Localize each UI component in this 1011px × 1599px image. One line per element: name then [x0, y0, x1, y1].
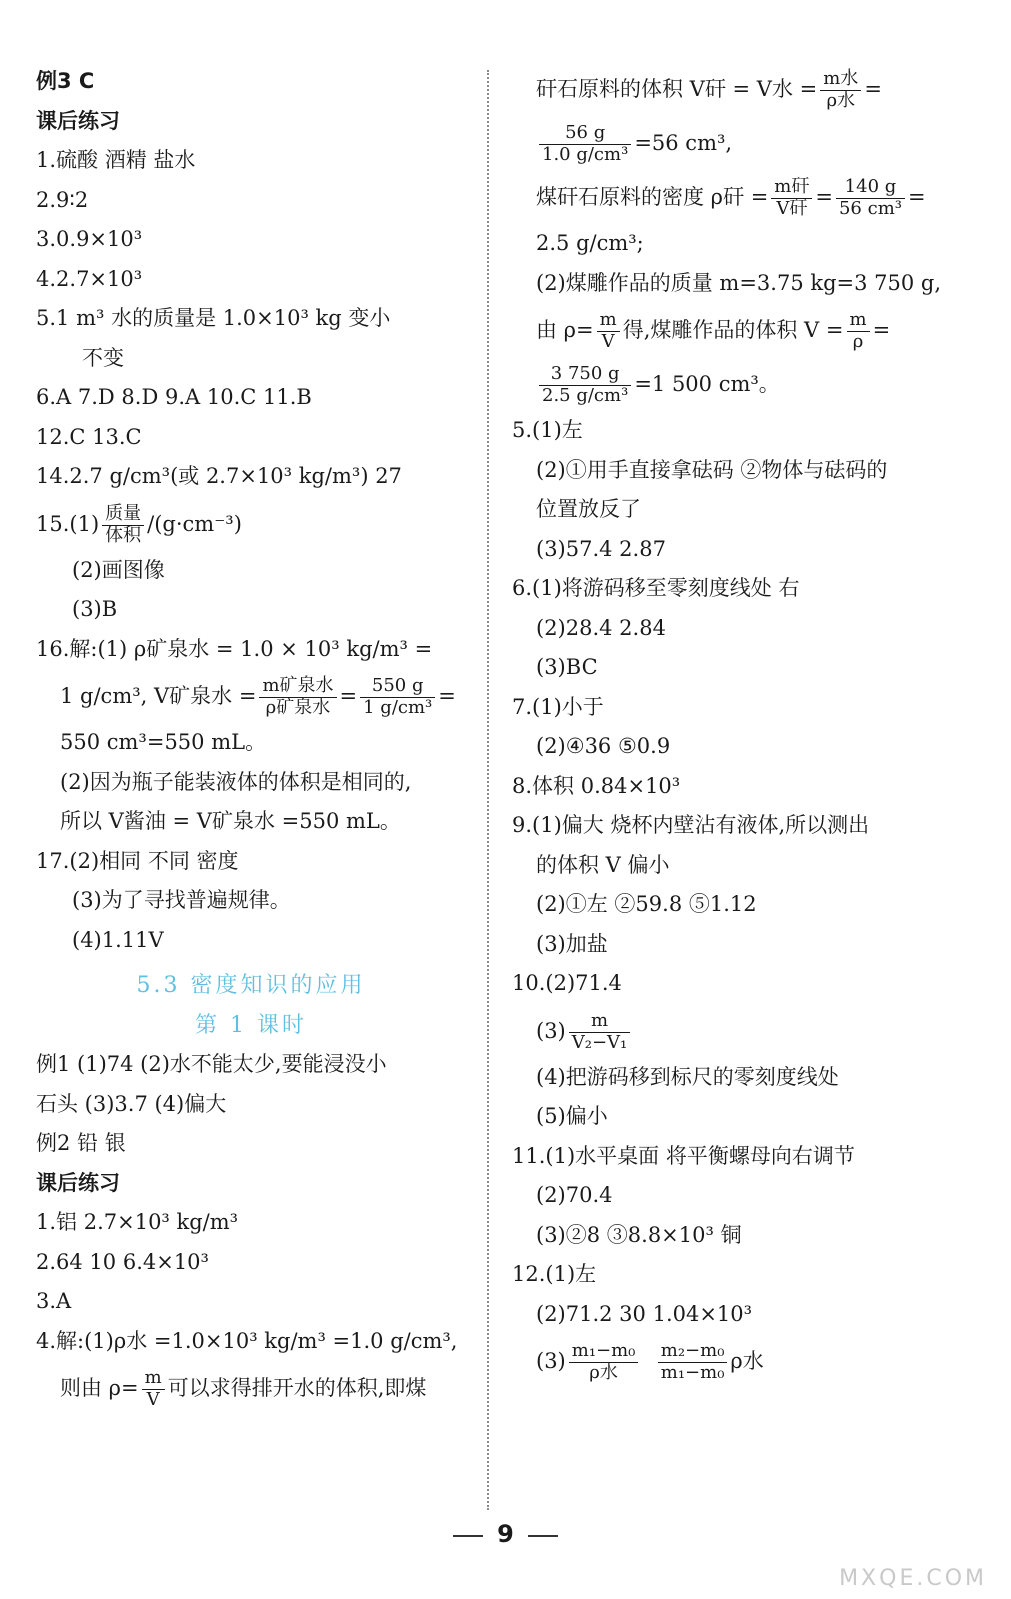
answer-17-3: (3)为了寻找普遍规律。 — [72, 888, 291, 912]
answer-16-c: 550 cm³=550 mL。 — [60, 730, 267, 754]
answer-15-2: (2)画图像 — [72, 557, 165, 582]
q9-1: 9.(1)偏大 烧杯内壁沾有液体,所以测出 — [512, 813, 870, 837]
column-divider — [487, 70, 489, 1510]
answer-16-b: 1 g/cm³, V矿泉水 = $\frac{\text{m矿泉水}}{\text{ρ矿泉水}}$ = $\frac{550 g}{\text{1 g/cm³}}$ = — [60, 675, 456, 718]
right-column — [512, 62, 962, 1388]
q10-4: (4)把游码移到标尺的零刻度线处 — [536, 1064, 839, 1089]
q10-2: 10.(2)71.4 — [512, 971, 622, 995]
q6-3: (3)BC — [536, 655, 598, 679]
q6-1: 6.(1)将游码移至零刻度线处 右 — [512, 576, 800, 600]
r-line-3: 煤矸石原料的密度 ρ矸 = $\frac{\text{m矸}}{\text{V矸}}$ = $\frac{140 g}{\text{56 cm³}}$ = — [536, 176, 926, 219]
q12-1: 12.(1)左 — [512, 1262, 597, 1286]
r-line-1: 矸石原料的体积 V矸 = V水 = $\frac{\text{m水}}{\text{ρ水}}$ = — [536, 68, 882, 111]
example-1-cont: 石头 (3)3.7 (4)偏大 — [36, 1091, 227, 1116]
watermark: MXQE.COM — [839, 1566, 987, 1591]
q6-2: (2)28.4 2.84 — [536, 615, 666, 640]
q9-3: (3)加盐 — [536, 931, 608, 956]
q5-2-cont: 位置放反了 — [536, 497, 641, 521]
hw-answer-3: 3.A — [36, 1289, 72, 1313]
answer-17-4: (4)1.11V — [72, 927, 164, 952]
example-1: 例1 (1)74 (2)水不能太少,要能浸没小 — [36, 1052, 387, 1076]
answer-4: 4.2.7×10³ — [36, 266, 143, 291]
answer-16-d: (2)因为瓶子能装液体的体积是相同的, — [60, 769, 412, 794]
page-number: 9 — [497, 1520, 514, 1548]
example-2: 例2 铅 银 — [36, 1131, 126, 1155]
q5-1: 5.(1)左 — [512, 418, 583, 442]
answer-5-cont: 不变 — [82, 345, 124, 370]
page-footer — [0, 1520, 1011, 1548]
homework-title-2: 课后练习 — [36, 1170, 120, 1195]
answer-5: 5.1 m³ 水的质量是 1.0×10³ kg 变小 — [36, 306, 391, 330]
r-line-7: $\frac{3 750 g}{\text{2.5 g/cm³}}$ =1 500 cm³。 — [512, 357, 962, 411]
answer-14: 14.2.7 g/cm³(或 2.7×10³ kg/m³) 27 — [36, 464, 402, 488]
hw-answer-4: 4.解:(1)ρ水 =1.0×10³ kg/m³ =1.0 g/cm³, — [36, 1328, 458, 1353]
lesson-title: 第 1 课时 — [195, 1012, 307, 1038]
q9-1-cont: 的体积 V 偏小 — [536, 852, 670, 877]
r-line-6: 由 ρ= $\frac{m}{V}$ 得,煤雕作品的体积 V = $\frac{m}{\rho}$ = — [536, 309, 891, 352]
example-3: 例3 C — [36, 69, 95, 93]
answer-3: 3.0.9×10³ — [36, 227, 143, 251]
q11-3: (3)②8 ③8.8×10³ 铜 — [536, 1222, 742, 1247]
r-line-4: 2.5 g/cm³; — [536, 231, 644, 255]
answer-2: 2.9∶2 — [36, 187, 89, 212]
q11-2: (2)70.4 — [536, 1183, 613, 1207]
q10-3: (3) $\frac{m}{\text{V₂−V₁}}$ — [512, 1004, 962, 1058]
footer-dash-left — [453, 1535, 483, 1537]
hw-answer-2: 2.64 10 6.4×10³ — [36, 1249, 209, 1274]
answer-16-a: 16.解:(1) ρ矿泉水 = 1.0 × 10³ kg/m³ = — [36, 636, 433, 661]
q12-2: (2)71.2 30 1.04×10³ — [536, 1301, 753, 1326]
q5-3: (3)57.4 2.87 — [536, 536, 666, 561]
r-line-2: $\frac{56 g}{\text{1.0 g/cm³}}$ =56 cm³, — [512, 116, 962, 170]
hw-answer-4-cont: 则由 ρ= $\frac{m}{V}$ 可以求得排开水的体积,即煤 — [60, 1367, 427, 1410]
answer-17-2: 17.(2)相同 不同 密度 — [36, 848, 239, 873]
q10-5: (5)偏小 — [536, 1104, 608, 1128]
answer-15-1: 15.(1) $\frac{\text{质量}}{\text{体积}}$ /(g·cm⁻³) — [36, 502, 242, 546]
q7-1: 7.(1)小于 — [512, 694, 604, 719]
section-title: 5.3 密度知识的应用 — [136, 973, 366, 998]
q11-1: 11.(1)水平桌面 将平衡螺母向右调节 — [512, 1143, 855, 1168]
mass-volume-fraction: $\frac{\text{质量}}{\text{体积}}$ — [102, 505, 144, 546]
answer-15-3: (3)B — [72, 597, 118, 621]
left-column — [36, 62, 466, 1415]
footer-dash-right — [528, 1535, 558, 1537]
q9-2: (2)①左 ②59.8 ⑤1.12 — [536, 892, 757, 916]
hw-answer-1: 1.铝 2.7×10³ kg/m³ — [36, 1210, 239, 1234]
answer-16-e: 所以 V酱油 = V矿泉水 =550 mL。 — [60, 809, 401, 833]
answer-1: 1.硫酸 酒精 盐水 — [36, 148, 196, 172]
answer-6-11: 6.A 7.D 8.D 9.A 10.C 11.B — [36, 385, 312, 409]
answer-12-13: 12.C 13.C — [36, 424, 142, 449]
q8: 8.体积 0.84×10³ — [512, 773, 681, 798]
q12-3: (3) $\frac{\text{m₁−m₀}}{\text{ρ水}}$ $\frac{\text{m₂−m₀}}{\text{m₁−m₀}}$ ρ水 — [536, 1340, 764, 1383]
q7-2: (2)④36 ⑤0.9 — [536, 734, 671, 758]
q5-2: (2)①用手直接拿砝码 ②物体与砝码的 — [536, 457, 888, 482]
r-line-5: (2)煤雕作品的质量 m=3.75 kg=3 750 g, — [536, 270, 942, 295]
homework-title: 课后练习 — [36, 108, 120, 133]
